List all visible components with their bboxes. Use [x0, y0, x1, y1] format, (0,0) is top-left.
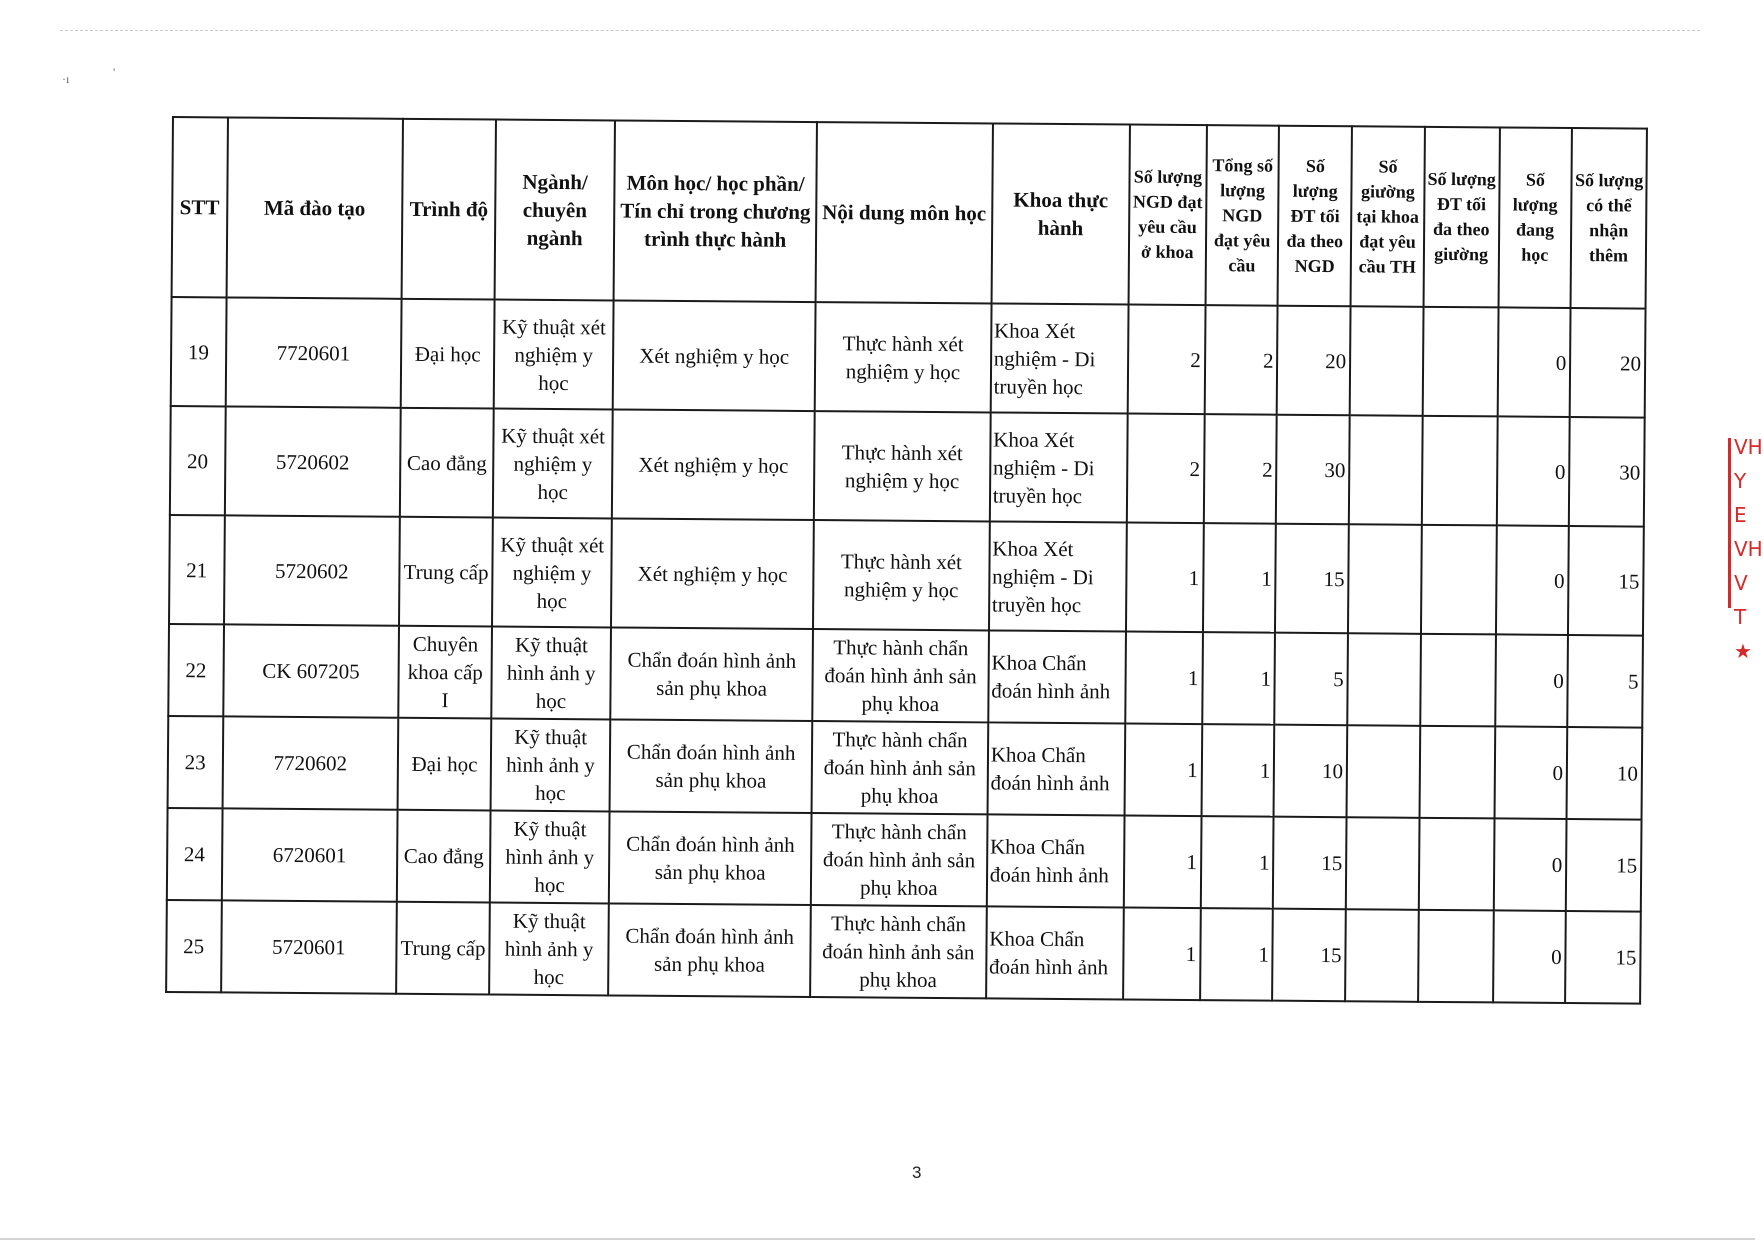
- cell-tong-ngd: 1: [1202, 632, 1275, 725]
- training-capacity-table: [165, 116, 1648, 1005]
- cell-dang-hoc: 0: [1496, 416, 1570, 526]
- cell-trinh-do: Cao đẳng: [400, 408, 494, 518]
- cell-dt-giuong: [1422, 307, 1498, 417]
- cell-dt-ngd: 30: [1276, 415, 1350, 525]
- cell-noi-dung: Thực hành xét nghiệm y học: [815, 302, 992, 412]
- cell-ngd-khoa: 1: [1124, 816, 1201, 909]
- cell-ngd-khoa: 1: [1125, 724, 1202, 817]
- table-row: [166, 900, 1641, 1004]
- cell-mon-hoc: Chẩn đoán hình ảnh sản phụ khoa: [610, 719, 813, 813]
- cell-nganh: Kỹ thuật xét nghiệm y học: [493, 409, 613, 519]
- cell-dang-hoc: 0: [1493, 910, 1566, 1003]
- cell-dt-giuong: [1420, 634, 1495, 727]
- table-row: [168, 716, 1643, 820]
- header-stt: STT: [172, 117, 228, 297]
- scan-speck: ': [113, 65, 116, 79]
- cell-khoa: Khoa Chẩn đoán hình ảnh: [987, 814, 1125, 907]
- header-ma-dao-tao: Mã đào tạo: [226, 117, 403, 298]
- cell-nganh: Kỹ thuật xét nghiệm y học: [492, 518, 612, 628]
- cell-dt-giuong: [1419, 818, 1494, 911]
- cell-ngd-khoa: 2: [1128, 305, 1206, 415]
- cell-nganh: Kỹ thuật hình ảnh y học: [490, 811, 610, 904]
- cell-trinh-do: Đại học: [398, 718, 492, 811]
- cell-mon-hoc: Xét nghiệm y học: [613, 300, 816, 411]
- cell-khoa: Khoa Chẩn đoán hình ảnh: [986, 906, 1124, 999]
- cell-dang-hoc: 0: [1493, 818, 1566, 911]
- cell-dt-giuong: [1418, 910, 1493, 1003]
- cell-stt: 25: [166, 900, 221, 992]
- cell-khoa: Khoa Xét nghiệm - Di truyền học: [990, 303, 1128, 413]
- cell-trinh-do: Đại học: [401, 299, 495, 409]
- header-so-luong-dt-ngd: Số lượng ĐT tối đa theo NGD: [1278, 126, 1352, 307]
- cell-giuong: [1347, 725, 1420, 818]
- header-noi-dung: Nội dung môn học: [816, 122, 993, 303]
- cell-khoa: Khoa Chẩn đoán hình ảnh: [987, 722, 1125, 815]
- table-row: [171, 297, 1646, 418]
- cell-dang-hoc: 0: [1497, 307, 1571, 417]
- cell-trinh-do: Chuyên khoa cấp I: [398, 626, 492, 719]
- cell-khoa: Khoa Chẩn đoán hình ảnh: [988, 630, 1126, 723]
- cell-stt: 24: [167, 808, 222, 900]
- cell-tong-ngd: 2: [1204, 305, 1278, 415]
- cell-khoa: Khoa Xét nghiệm - Di truyền học: [989, 521, 1127, 631]
- cell-tong-ngd: 2: [1204, 414, 1278, 524]
- page-number: 3: [912, 1163, 922, 1182]
- cell-nhan-them: 30: [1569, 417, 1645, 527]
- cell-nhan-them: 20: [1570, 308, 1646, 418]
- cell-nganh: Kỹ thuật hình ảnh y học: [491, 719, 611, 812]
- header-tong-so-ngd: Tổng số lượng NGD đạt yêu cầu: [1205, 125, 1279, 306]
- cell-noi-dung: Thực hành xét nghiệm y học: [813, 520, 990, 630]
- cell-tong-ngd: 1: [1201, 724, 1274, 817]
- header-so-giuong: Số giường tại khoa đạt yêu cầu TH: [1351, 126, 1425, 307]
- red-seal-stamp: [1728, 430, 1763, 663]
- cell-mon-hoc: Chẩn đoán hình ảnh sản phụ khoa: [609, 811, 812, 905]
- cell-dang-hoc: 0: [1494, 726, 1567, 819]
- cell-nganh: Kỹ thuật xét nghiệm y học: [494, 300, 614, 410]
- cell-noi-dung: Thực hành xét nghiệm y học: [814, 411, 991, 521]
- cell-giuong: [1350, 306, 1424, 416]
- cell-ma: 6720601: [221, 808, 397, 901]
- cell-tong-ngd: 1: [1201, 816, 1274, 909]
- cell-nhan-them: 15: [1565, 911, 1641, 1004]
- cell-giuong: [1349, 415, 1423, 525]
- cell-dt-ngd: 5: [1275, 633, 1348, 726]
- stamp-fragment: VH: [1734, 537, 1763, 561]
- cell-nhan-them: 10: [1567, 727, 1643, 820]
- scan-artifact-bottom: [0, 1238, 1755, 1240]
- cell-giuong: [1348, 524, 1422, 634]
- cell-stt: 22: [168, 624, 223, 716]
- header-so-luong-ngd-khoa: Số lượng NGD đạt yêu cầu ở khoa: [1129, 125, 1207, 306]
- stamp-fragment: V T: [1734, 571, 1748, 629]
- cell-ma: 7720602: [222, 716, 398, 809]
- cell-dt-ngd: 10: [1274, 725, 1347, 818]
- cell-ngd-khoa: 1: [1126, 523, 1204, 633]
- cell-khoa: Khoa Xét nghiệm - Di truyền học: [990, 412, 1128, 522]
- cell-dang-hoc: 0: [1495, 634, 1568, 727]
- header-trinh-do: Trình độ: [402, 119, 496, 300]
- cell-tong-ngd: 1: [1203, 523, 1277, 633]
- cell-noi-dung: Thực hành chẩn đoán hình ảnh sản phụ khoa: [812, 629, 988, 722]
- table-header-row: [172, 117, 1647, 309]
- cell-dt-ngd: 15: [1273, 909, 1346, 1002]
- cell-noi-dung: Thực hành chẩn đoán hình ảnh sản phụ khoa: [811, 813, 987, 906]
- cell-dt-ngd: 15: [1273, 817, 1346, 910]
- cell-dt-giuong: [1421, 525, 1497, 635]
- table-row: [170, 406, 1645, 527]
- cell-nhan-them: 5: [1567, 635, 1643, 728]
- cell-noi-dung: Thực hành chẩn đoán hình ảnh sản phụ khoa: [810, 905, 986, 998]
- cell-mon-hoc: Xét nghiệm y học: [612, 409, 815, 520]
- cell-nganh: Kỹ thuật hình ảnh y học: [491, 627, 611, 720]
- cell-stt: 19: [171, 297, 226, 406]
- header-so-luong-nhan-them: Số lượng có thể nhận thêm: [1571, 128, 1647, 309]
- table-row: [168, 624, 1643, 728]
- cell-dt-ngd: 20: [1277, 306, 1351, 416]
- cell-ngd-khoa: 1: [1123, 908, 1200, 1001]
- cell-nhan-them: 15: [1566, 819, 1642, 912]
- cell-dt-giuong: [1419, 726, 1494, 819]
- cell-giuong: [1345, 909, 1418, 1002]
- cell-ma: 5720602: [224, 515, 401, 625]
- stamp-fragment: Y E: [1734, 469, 1747, 527]
- cell-ma: CK 607205: [223, 624, 399, 717]
- header-so-luong-dang-hoc: Số lượng đang học: [1498, 127, 1572, 308]
- header-nganh: Ngành/ chuyên ngành: [495, 120, 616, 301]
- cell-ma: 7720601: [225, 297, 402, 407]
- cell-stt: 20: [170, 406, 225, 515]
- cell-trinh-do: Trung cấp: [396, 902, 490, 995]
- stamp-fragment: VH: [1734, 435, 1763, 459]
- cell-trinh-do: Trung cấp: [399, 517, 493, 627]
- cell-tong-ngd: 1: [1200, 908, 1273, 1001]
- cell-giuong: [1347, 633, 1420, 726]
- cell-dt-ngd: 15: [1275, 524, 1349, 634]
- cell-giuong: [1346, 817, 1419, 910]
- cell-stt: 21: [169, 515, 224, 624]
- cell-dang-hoc: 0: [1495, 525, 1569, 635]
- scan-speck: ·ı: [62, 72, 70, 86]
- cell-nganh: Kỹ thuật hình ảnh y học: [489, 903, 609, 996]
- scan-artifact-top: [60, 30, 1700, 31]
- cell-noi-dung: Thực hành chẩn đoán hình ảnh sản phụ khoa: [812, 721, 988, 814]
- cell-mon-hoc: Chẩn đoán hình ảnh sản phụ khoa: [610, 627, 813, 721]
- table-row: [169, 515, 1644, 636]
- cell-stt: 23: [168, 716, 223, 808]
- stamp-fragment: ★: [1734, 639, 1752, 663]
- header-mon-hoc: Môn học/ học phần/ Tín chỉ trong chương trình thực hành: [614, 120, 817, 302]
- cell-ma: 5720602: [224, 406, 401, 516]
- cell-nhan-them: 15: [1568, 526, 1644, 636]
- table-row: [167, 808, 1642, 912]
- cell-ngd-khoa: 1: [1125, 632, 1202, 725]
- cell-ma: 5720601: [221, 900, 397, 993]
- header-khoa: Khoa thực hành: [991, 123, 1130, 304]
- cell-mon-hoc: Xét nghiệm y học: [611, 518, 814, 629]
- cell-trinh-do: Cao đẳng: [397, 810, 491, 903]
- cell-ngd-khoa: 2: [1127, 414, 1205, 524]
- cell-dt-giuong: [1422, 416, 1498, 526]
- header-so-luong-dt-giuong: Số lượng ĐT tối đa theo giường: [1423, 127, 1499, 308]
- cell-mon-hoc: Chẩn đoán hình ảnh sản phụ khoa: [608, 903, 811, 997]
